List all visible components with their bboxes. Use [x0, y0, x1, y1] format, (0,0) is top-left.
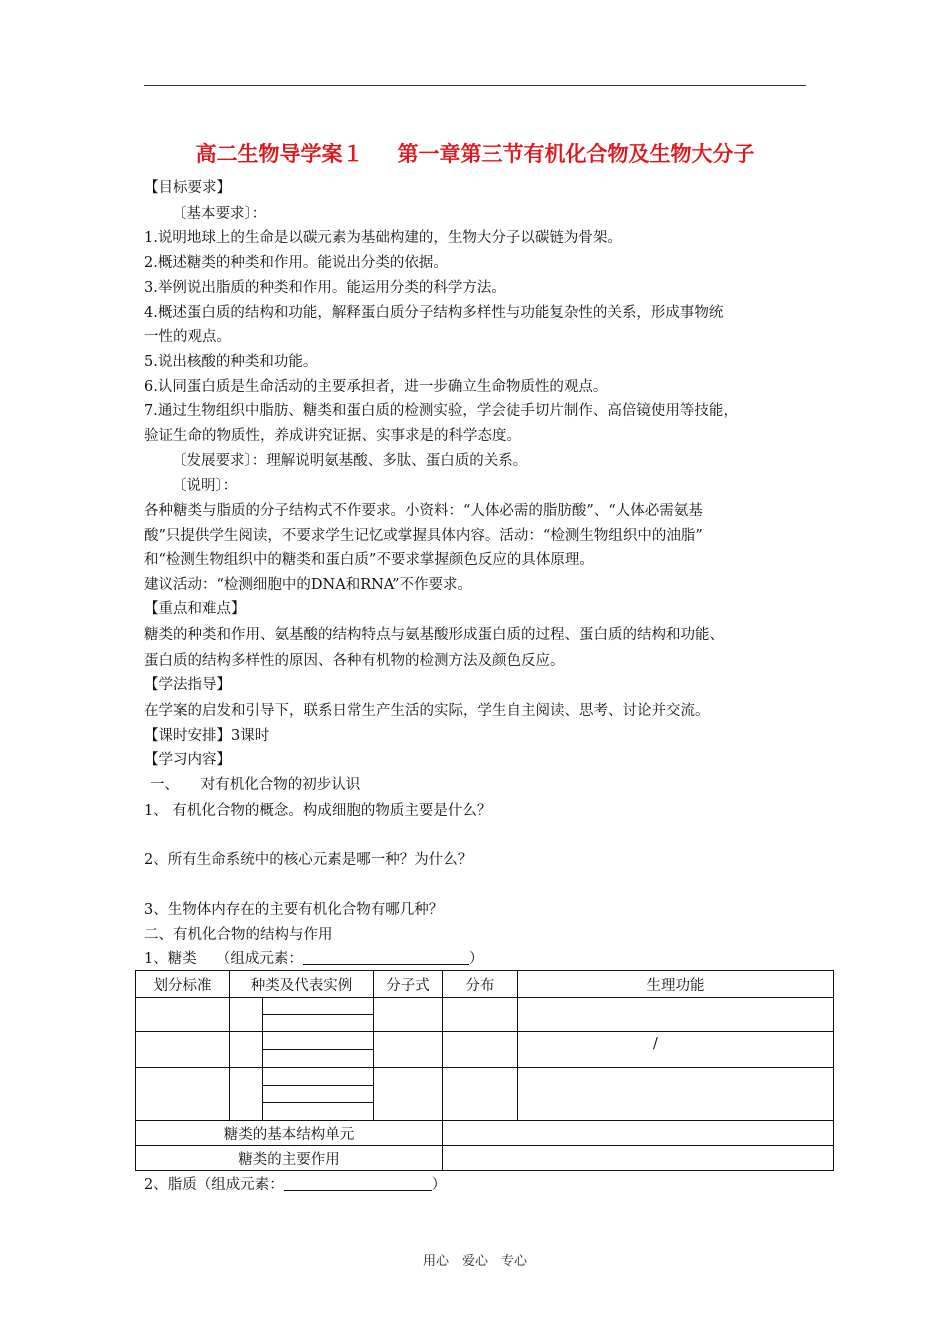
table-cell[interactable] [263, 1069, 373, 1086]
header-cell: 划分标准 [136, 971, 230, 998]
header-cell: 分子式 [374, 971, 443, 998]
table-cell[interactable] [374, 1068, 443, 1121]
sugar-label: 1、糖类 （组成元素： [144, 951, 303, 967]
role-label-cell: 糖类的主要作用 [136, 1146, 443, 1171]
goal-item: 6.认同蛋白质是生命活动的主要承担者，进一步确立生命物质性的观点。 [144, 379, 608, 395]
header-cell: 种类及代表实例 [230, 971, 374, 998]
notes-heading: 〔说明〕： [172, 478, 238, 494]
table-header-row [136, 971, 834, 998]
goal-item: 2.概述糖类的种类和作用。能说出分类的依据。 [144, 255, 448, 271]
table-cell[interactable] [263, 998, 373, 1015]
table-cell[interactable] [443, 1121, 834, 1146]
lipid-label: 2、脂质（组成元素： [144, 1177, 284, 1193]
table-cell[interactable] [263, 1015, 373, 1032]
section-one-heading: 一、 对有机化合物的初步认识 [150, 777, 361, 793]
question-1: 1、 有机化合物的概念。构成细胞的物质主要是什么？ [144, 803, 492, 819]
basic-requirements-heading: 〔基本要求〕： [172, 206, 267, 222]
table-cell[interactable] [230, 1032, 263, 1068]
table-cell[interactable] [374, 1032, 443, 1068]
page-footer: 用心 爱心 专心 [422, 1254, 527, 1269]
sugar-table [135, 970, 834, 1171]
lipid-elements-blank[interactable] [284, 1176, 432, 1191]
notes-text: 和“检测生物组织中的糖类和蛋白质”不要求掌握颜色反应的具体原理。 [144, 552, 594, 568]
goal-item-cont: 验证生命的物质性，养成讲究证据、实事求是的科学态度。 [144, 428, 521, 444]
goal-item: 1.说明地球上的生命是以碳元素为基础构建的，生物大分子以碳链为骨架。 [144, 230, 622, 246]
table-cell[interactable] [374, 998, 443, 1032]
table-cell[interactable] [443, 1032, 518, 1068]
section-two-heading: 二、有机化合物的结构与作用 [144, 927, 333, 943]
method-heading: 【学法指导】 [144, 677, 231, 693]
table-row [136, 1068, 834, 1121]
development-requirements: 〔发展要求〕：理解说明氨基酸、多肽、蛋白质的关系。 [172, 453, 528, 469]
lipid-elements-line [144, 1175, 446, 1195]
close-paren: ） [431, 1177, 447, 1193]
notes-text: 建议活动：“检测细胞中的DNA和RNA”不作要求。 [144, 577, 473, 593]
key-points-text: 蛋白质的结构多样性的原因、各种有机物的检测方法及颜色反应。 [144, 653, 565, 669]
table-cell[interactable] [443, 998, 518, 1032]
key-points-heading: 【重点和难点】 [144, 601, 246, 617]
table-cell[interactable] [443, 1146, 834, 1171]
schedule-line: 【课时安排】3课时 [144, 728, 270, 744]
header-cell: 分布 [443, 971, 518, 998]
method-text: 在学案的启发和引导下，联系日常生产生活的实际，学生自主阅读、思考、讨论并交流。 [144, 703, 710, 719]
notes-text: 酸”只提供学生阅读，不要求学生记忆或掌握具体内容。活动：“检测生物组织中的油脂” [144, 528, 703, 544]
goal-item: 7.通过生物组织中脂肪、糖类和蛋白质的检测实验，学会徒手切片制作、高倍镜使用等技能， [144, 403, 738, 419]
table-cell[interactable] [518, 998, 834, 1032]
table-row [136, 1146, 834, 1171]
table-cell[interactable] [263, 1086, 373, 1103]
notes-text: 各种糖类与脂质的分子结构式不作要求。小资料：“人体必需的脂肪酸”、“人体必需氨基 [144, 503, 703, 519]
table-cell[interactable] [263, 1050, 373, 1067]
table-cell[interactable] [263, 1033, 373, 1050]
table-row [136, 998, 834, 1032]
table-cell [263, 1032, 374, 1068]
table-cell[interactable] [230, 998, 263, 1032]
close-paren: ） [468, 951, 484, 967]
table-row [136, 1121, 834, 1146]
page-title [0, 138, 950, 168]
title-part1: 高二生物导学案１ [195, 142, 364, 166]
question-2: 2、所有生命系统中的核心元素是哪一种？为什么？ [144, 852, 473, 868]
goal-item: 5.说出核酸的种类和功能。 [144, 354, 318, 370]
goal-item: 4.概述蛋白质的结构和功能，解释蛋白质分子结构多样性与功能复杂性的关系，形成事物统 [144, 305, 724, 321]
key-points-text: 糖类的种类和作用、氨基酸的结构特点与氨基酸形成蛋白质的过程、蛋白质的结构和功能、 [144, 627, 724, 643]
table-cell[interactable] [136, 1068, 230, 1121]
goal-item: 3.举例说出脂质的种类和作用。能运用分类的科学方法。 [144, 280, 506, 296]
goal-item-cont: 一性的观点。 [144, 329, 231, 345]
table-cell[interactable] [136, 998, 230, 1032]
table-cell[interactable] [443, 1068, 518, 1121]
table-cell[interactable] [136, 1032, 230, 1068]
sugar-elements-line [144, 949, 483, 969]
table-cell [263, 1068, 374, 1121]
unit-label-cell: 糖类的基本结构单元 [136, 1121, 443, 1146]
goal-heading: 【目标要求】 [144, 180, 231, 196]
table-cell [263, 998, 374, 1032]
content-heading: 【学习内容】 [144, 752, 231, 768]
header-cell: 生理功能 [518, 971, 834, 998]
question-3: 3、生物体内存在的主要有机化合物有哪几种？ [144, 902, 444, 918]
table-row [136, 1032, 834, 1068]
table-cell [518, 1032, 834, 1068]
header-rule [144, 85, 806, 86]
table-cell[interactable] [518, 1068, 834, 1121]
slash-mark: / [653, 1035, 658, 1052]
table-cell[interactable] [230, 1068, 263, 1121]
title-part2: 第一章第三节有机化合物及生物大分子 [397, 142, 755, 166]
table-cell[interactable] [263, 1103, 373, 1120]
sugar-elements-blank[interactable] [303, 950, 469, 965]
